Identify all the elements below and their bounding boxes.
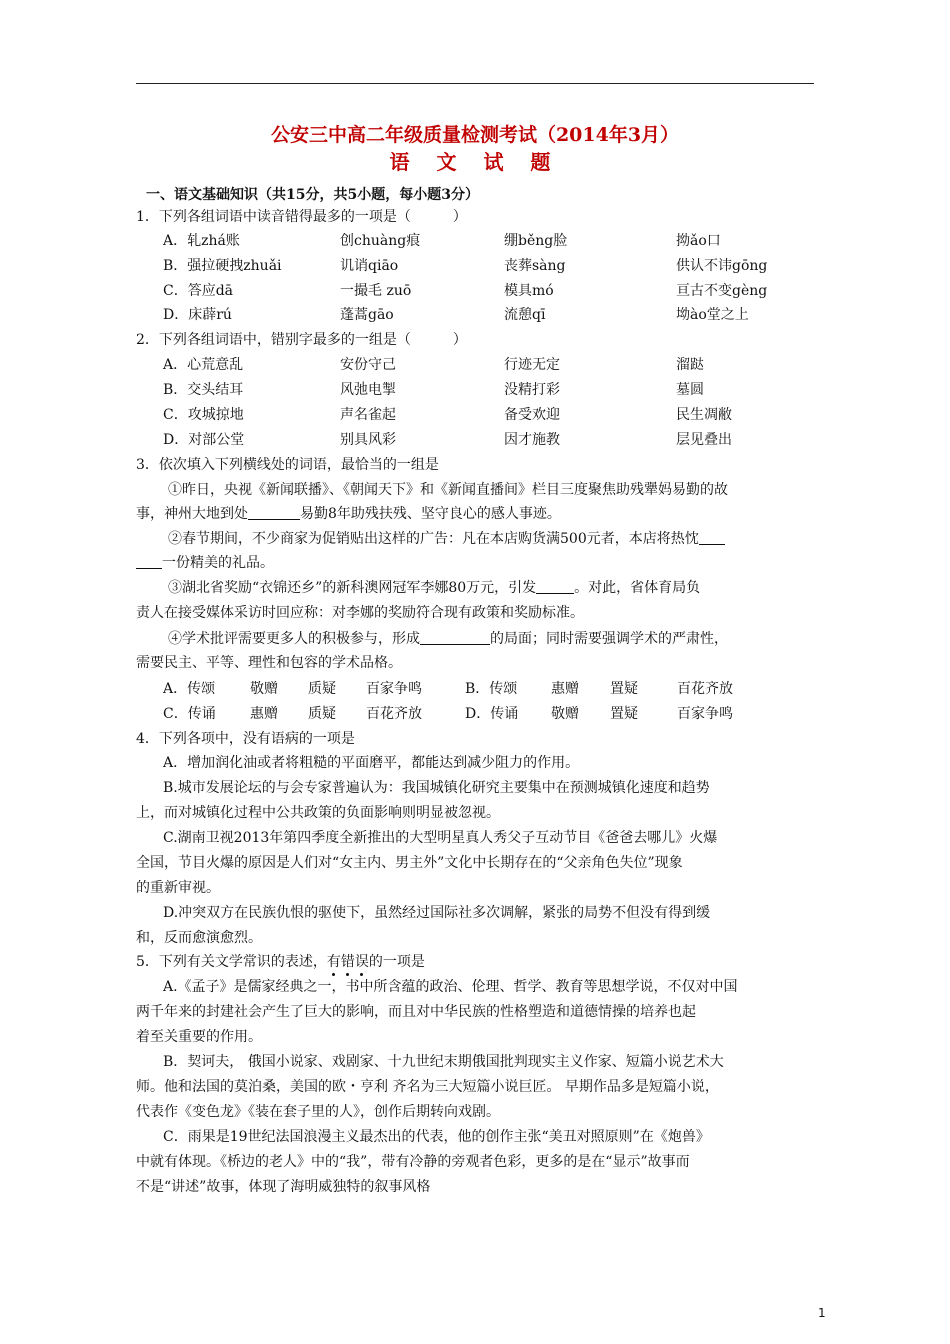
option-cell: B．强拉硬拽zhuǎi xyxy=(163,258,282,274)
option-cell: A．传颂 xyxy=(163,681,216,697)
q3-text: 一份精美的礼品。 xyxy=(162,555,274,571)
q4-option-d: D.冲突双方在民族仇恨的驱使下，虽然经过国际社多次调解，紧张的局势不但没有得到缓 xyxy=(163,905,711,921)
option-cell: 风弛电掣 xyxy=(340,382,396,398)
q5-option-c-cont: 中就有体现。《桥边的老人》中的“我”，带有冷静的旁观者色彩，更多的是在“显示”故事而 xyxy=(136,1154,690,1170)
q3-text: 事，神州大地到处 xyxy=(136,506,248,522)
option-cell: B．传颂 xyxy=(465,681,518,697)
option-cell: 百花齐放 xyxy=(677,681,733,697)
q3-passage-1b xyxy=(136,505,561,523)
option-cell: A．轧zhá账 xyxy=(163,233,240,249)
q3-text: ④学术批评需要更多人的积极参与，形成 xyxy=(168,631,420,647)
q3-text: 易勤8年助残扶残、坚守良心的感人事迹。 xyxy=(300,506,561,522)
option-cell: 百花齐放 xyxy=(366,706,422,722)
q4-option-c-cont: 全国，节目火爆的原因是人们对“女主内、男主外”文化中长期存在的“父亲角色失位”现象 xyxy=(136,855,683,871)
q4-option-d-cont: 和，反而愈演愈烈。 xyxy=(136,930,262,946)
option-cell: 声名雀起 xyxy=(340,407,396,423)
option-cell: 因才施教 xyxy=(504,432,560,448)
option-cell: 民生凋敝 xyxy=(676,407,732,423)
question-5-stem xyxy=(136,953,425,971)
q3-passage-4a xyxy=(168,630,728,648)
q5-option-a-cont: 着至关重要的作用。 xyxy=(136,1029,262,1045)
exam-subtitle: 语 文 试 题 xyxy=(389,150,561,174)
q3-text: ③湖北省奖励“衣锦还乡”的新科澳网冠军李娜80万元，引发 xyxy=(168,580,537,596)
q3-blank-1 xyxy=(248,505,300,520)
q3-passage-3b: 责人在接受媒体采访时回应称：对李娜的奖励符合现有政策和奖励标准。 xyxy=(136,605,584,621)
emphasis-char: 误 xyxy=(354,954,369,970)
option-cell: 供认不讳gōng xyxy=(676,258,768,274)
q5-option-a-cont: 两千年来的封建社会产生了巨大的影响，而且对中华民族的性格塑造和道德情操的培养也起 xyxy=(136,1004,696,1020)
q5-stem-text: 的一项是 xyxy=(368,954,425,970)
q3-text: ②春节期间，不少商家为促销贴出这样的广告：凡在本店购货满500元者，本店将热忱 xyxy=(168,531,699,547)
q3-passage-4b: 需要民主、平等、理性和包容的学术品格。 xyxy=(136,655,402,671)
option-cell: 拗ǎo口 xyxy=(676,233,721,249)
option-cell: 备受欢迎 xyxy=(504,407,560,423)
option-cell: 敬赠 xyxy=(551,706,579,722)
option-cell: A．心荒意乱 xyxy=(163,357,244,373)
option-cell: 丧葬sàng xyxy=(504,258,566,274)
q5-option-b-cont: 代表作《变色龙》《装在套子里的人》，创作后期转向戏剧。 xyxy=(136,1104,500,1120)
option-cell: 置疑 xyxy=(610,681,638,697)
q3-passage-1a: ①昨日，央视《新闻联播》、《朝闻天下》和《新闻直播间》栏目三度聚焦助残犟妈易勤的故 xyxy=(168,482,728,498)
q5-option-c-cont: 不是“讲述”故事，体现了海明威独特的叙事风格 xyxy=(136,1179,431,1195)
option-cell: C．传诵 xyxy=(163,706,216,722)
section-heading: 一、语文基础知识（共15分，共5小题，每小题3分） xyxy=(146,187,479,203)
question-3-stem: 3．依次填入下列横线处的词语，最恰当的一组是 xyxy=(136,457,439,473)
option-cell: 溜跶 xyxy=(676,357,704,373)
option-cell: 惠赠 xyxy=(250,706,278,722)
option-cell: 蓬蒿gāo xyxy=(340,307,394,323)
option-cell: B．交头结耳 xyxy=(163,382,244,398)
q5-stem-emphasis xyxy=(327,954,369,970)
q5-option-b: B．契诃夫， 俄国小说家、戏剧家、十九世纪末期俄国批判现实主义作家、短篇小说艺术大 xyxy=(163,1054,724,1070)
option-cell: 惠赠 xyxy=(551,681,579,697)
option-cell: 墓圆 xyxy=(676,382,704,398)
q5-option-a: A.《孟子》是儒家经典之一，书中所含蕴的政治、伦理、哲学、教育等思想学说，不仅对中国 xyxy=(163,979,738,995)
q3-passage-3a xyxy=(168,579,700,597)
q4-option-c-cont: 的重新审视。 xyxy=(136,880,220,896)
option-cell: 没精打彩 xyxy=(504,382,560,398)
q3-text: 的局面；同时需要强调学术的严肃性， xyxy=(490,631,728,647)
option-cell: 质疑 xyxy=(308,706,336,722)
option-cell: 一撮毛 zuō xyxy=(340,283,412,299)
option-cell: 置疑 xyxy=(610,706,638,722)
q3-passage-2b xyxy=(136,554,274,572)
question-2-stem: 2．下列各组词语中，错别字最多的一组是（ ） xyxy=(136,332,467,348)
question-4-stem: 4．下列各项中，没有语病的一项是 xyxy=(136,731,355,747)
option-cell: 别具风彩 xyxy=(340,432,396,448)
emphasis-char: 错 xyxy=(340,954,355,970)
option-cell: 绷běng脸 xyxy=(504,233,568,249)
option-cell: 亘古不变gèng xyxy=(676,283,768,299)
header-rule xyxy=(136,83,814,84)
option-cell: 百家争鸣 xyxy=(366,681,422,697)
option-cell: 安份守己 xyxy=(340,357,396,373)
option-cell: 行迹无定 xyxy=(504,357,560,373)
q4-option-c: C.湖南卫视2013年第四季度全新推出的大型明星真人秀父子互动节目《爸爸去哪儿》火爆 xyxy=(163,830,718,846)
q3-blank-4 xyxy=(420,630,490,645)
option-cell: 创chuàng痕 xyxy=(340,233,421,249)
option-cell: D．传诵 xyxy=(465,706,519,722)
option-cell: 讥诮qiāo xyxy=(340,258,399,274)
option-cell: D．床薜rú xyxy=(163,307,232,323)
question-1-stem: 1．下列各组词语中读音错得最多的一项是（ ） xyxy=(136,209,467,225)
q4-option-b: B.城市发展论坛的与会专家普遍认为：我国城镇化研究主要集中在预测城镇化速度和趋势 xyxy=(163,780,710,796)
q4-option-a: A．增加润化油或者将粗糙的平面磨平，都能达到减少阻力的作用。 xyxy=(163,755,580,771)
option-cell: 层见叠出 xyxy=(676,432,732,448)
option-cell: 模具mó xyxy=(504,283,554,299)
q5-option-c: C．雨果是19世纪法国浪漫主义最杰出的代表，他的创作主张“美丑对照原则”在《炮兽》 xyxy=(163,1129,710,1145)
option-cell: 流憩qī xyxy=(504,307,546,323)
option-cell: C．答应dā xyxy=(163,283,234,299)
option-cell: 坳ào堂之上 xyxy=(676,307,749,323)
q3-text: 。对此，省体育局负 xyxy=(574,580,701,596)
option-cell: 质疑 xyxy=(308,681,336,697)
option-cell: D．对部公堂 xyxy=(163,432,245,448)
q3-blank-2 xyxy=(699,530,725,545)
emphasis-char: 有 xyxy=(326,954,341,970)
option-cell: 敬赠 xyxy=(250,681,278,697)
q3-blank-2-cont xyxy=(136,554,162,569)
q3-passage-2a xyxy=(168,530,725,548)
option-cell: C．攻城掠地 xyxy=(163,407,244,423)
q3-blank-3 xyxy=(536,579,574,594)
option-cell: 百家争鸣 xyxy=(677,706,733,722)
q5-stem-text: 5．下列有关文学常识的表述， xyxy=(136,954,327,970)
page-number: 1 xyxy=(818,1306,826,1320)
exam-title: 公安三中高二年级质量检测考试（2014年3月） xyxy=(270,124,680,146)
q5-option-b-cont: 师。他和法国的莫泊桑，美国的欧・亨利 齐名为三大短篇小说巨匠。 早期作品多是短篇小说， xyxy=(136,1079,719,1095)
q4-option-b-cont: 上，而对城镇化过程中公共政策的负面影响则明显被忽视。 xyxy=(136,805,500,821)
